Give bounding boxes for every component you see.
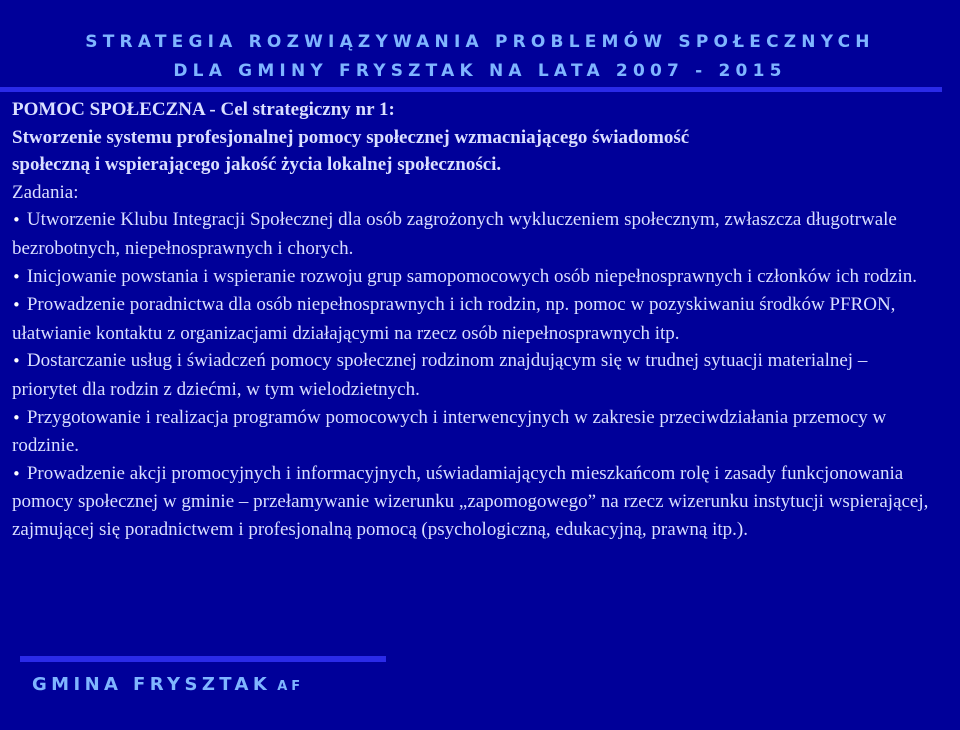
task-text: Przygotowanie i realizacja programów pomocowych i interwencyjnych w zakresie przeciwdziałania przemocy w rodzinie. (12, 406, 887, 457)
task-text: Prowadzenie poradnictwa dla osób niepełnosprawnych i ich rodzin, np. pomoc w pozyskiwaniu środków PFRON, ułatwianie kontaktu z organizacjami działającymi na rzecz osób niepełnosprawnych itp. (12, 294, 896, 344)
task-text: Prowadzenie akcji promocyjnych i informacyjnych, uświadamiających mieszkańcom rolę i zasady funkcjonowania pomocy społecznej w gminie – przełamywanie wizerunku „zapomogowego” na rzecz wizerunku instytucji wspierającej, zajmującej się poradnictwem i profesjonalną pomocą (psychologiczną, edukacyjną, prawną itp.). (12, 462, 929, 540)
task-item (12, 347, 932, 403)
header-title-line1: STRATEGIA ROZWIĄZYWANIA PROBLEMÓW SPOŁECZNYCH (85, 32, 875, 52)
bullet-dot-icon: • (12, 296, 21, 315)
task-item (12, 263, 932, 292)
task-item (12, 404, 932, 460)
bullet-dot-icon: • (12, 211, 21, 230)
task-text: Dostarczanie usług i świadczeń pomocy społecznej rodzinom znajdującym się w trudnej sytuacji materialnej – priorytet dla rodzin z dziećmi, w tym wielodzietnych. (12, 350, 868, 400)
header-divider (0, 87, 942, 92)
header-title-line2: DLA GMINY FRYSZTAK NA LATA 2007 - 2015 (173, 61, 787, 81)
tasks-label-colon: : (73, 181, 79, 203)
tasks-heading (12, 179, 932, 207)
bullet-dot-icon: • (12, 464, 21, 483)
tasks-label: Zadania (12, 181, 74, 203)
goal-description-line2: społeczną i wspierającego jakość życia lokalnej społeczności. (12, 154, 502, 176)
footer-initials: AF (277, 679, 305, 694)
slide-footer (32, 674, 304, 695)
task-item (12, 460, 932, 544)
bullet-dot-icon: • (12, 352, 21, 371)
task-text: Utworzenie Klubu Integracji Społecznej dla osób zagrożonych wykluczeniem społecznym, zwłaszcza długotrwale bezrobotnych, niepełnosprawnych i chorych. (12, 209, 897, 259)
bullet-dot-icon: • (12, 267, 21, 286)
goal-description-line1: Stworzenie systemu profesjonalnej pomocy społecznej wzmacniającego świadomość (12, 126, 690, 148)
goal-heading: POMOC SPOŁECZNA - Cel strategiczny nr 1: (12, 99, 395, 120)
bullet-dot-icon: • (12, 408, 21, 427)
footer-divider (20, 656, 386, 662)
task-item (12, 206, 932, 262)
slide-content (12, 96, 932, 544)
task-text: Inicjowanie powstania i wspieranie rozwoju grup samopomocowych osób niepełnosprawnych i członków ich rodzin. (26, 265, 917, 287)
slide-header (0, 28, 960, 86)
footer-municipality-name: GMINA FRYSZTAK (32, 674, 272, 695)
task-item (12, 291, 932, 347)
